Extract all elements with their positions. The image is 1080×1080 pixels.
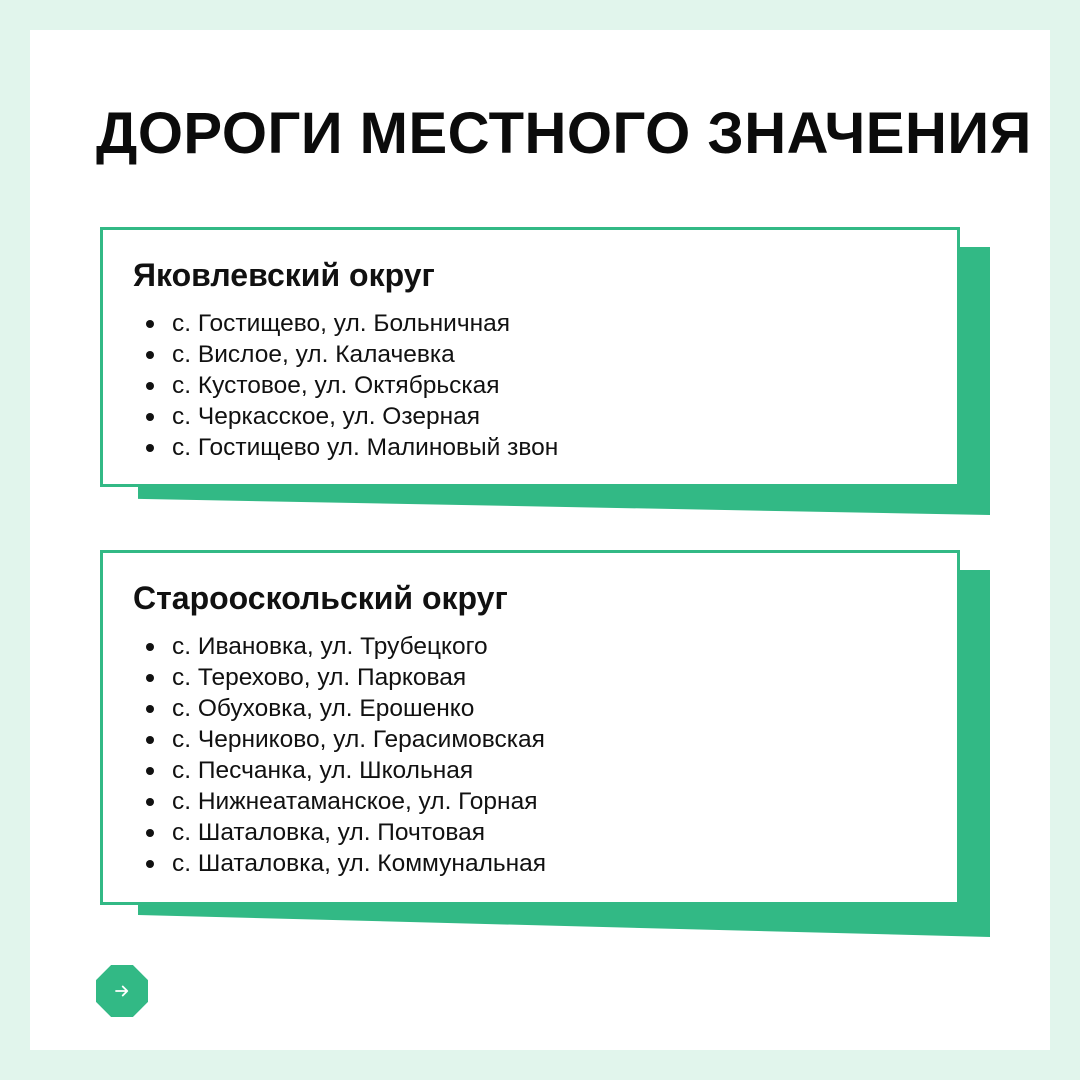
card-panel	[100, 550, 960, 905]
list-item: с. Кустовое, ул. Октябрьская	[133, 370, 558, 401]
list-item: с. Черниково, ул. Герасимовская	[133, 724, 546, 755]
list-item: с. Черкасское, ул. Озерная	[133, 401, 558, 432]
section-title: Старооскольский округ	[133, 580, 508, 616]
section-card-yakovlevsky	[100, 227, 1000, 517]
list-item: с. Гостищево ул. Малиновый звон	[133, 432, 558, 463]
list-item: с. Вислое, ул. Калачевка	[133, 339, 558, 370]
slide-page	[30, 30, 1050, 1050]
section-title: Яковлевский округ	[133, 257, 435, 293]
list-item: с. Ивановка, ул. Трубецкого	[133, 631, 546, 662]
road-list	[133, 631, 546, 879]
list-item: с. Шаталовка, ул. Почтовая	[133, 817, 546, 848]
road-list	[133, 308, 558, 463]
list-item: с. Песчанка, ул. Школьная	[133, 755, 546, 786]
list-item: с. Гостищево, ул. Больничная	[133, 308, 558, 339]
list-item: с. Нижнеатаманское, ул. Горная	[133, 786, 546, 817]
next-slide-button[interactable]	[96, 965, 148, 1017]
list-item: с. Шаталовка, ул. Коммунальная	[133, 848, 546, 879]
list-item: с. Терехово, ул. Парковая	[133, 662, 546, 693]
card-panel	[100, 227, 960, 487]
section-card-starooskolsky	[100, 550, 1000, 940]
arrow-right-icon	[113, 982, 131, 1000]
list-item: с. Обуховка, ул. Ерошенко	[133, 693, 546, 724]
page-title: ДОРОГИ МЕСТНОГО ЗНАЧЕНИЯ	[96, 101, 1032, 166]
